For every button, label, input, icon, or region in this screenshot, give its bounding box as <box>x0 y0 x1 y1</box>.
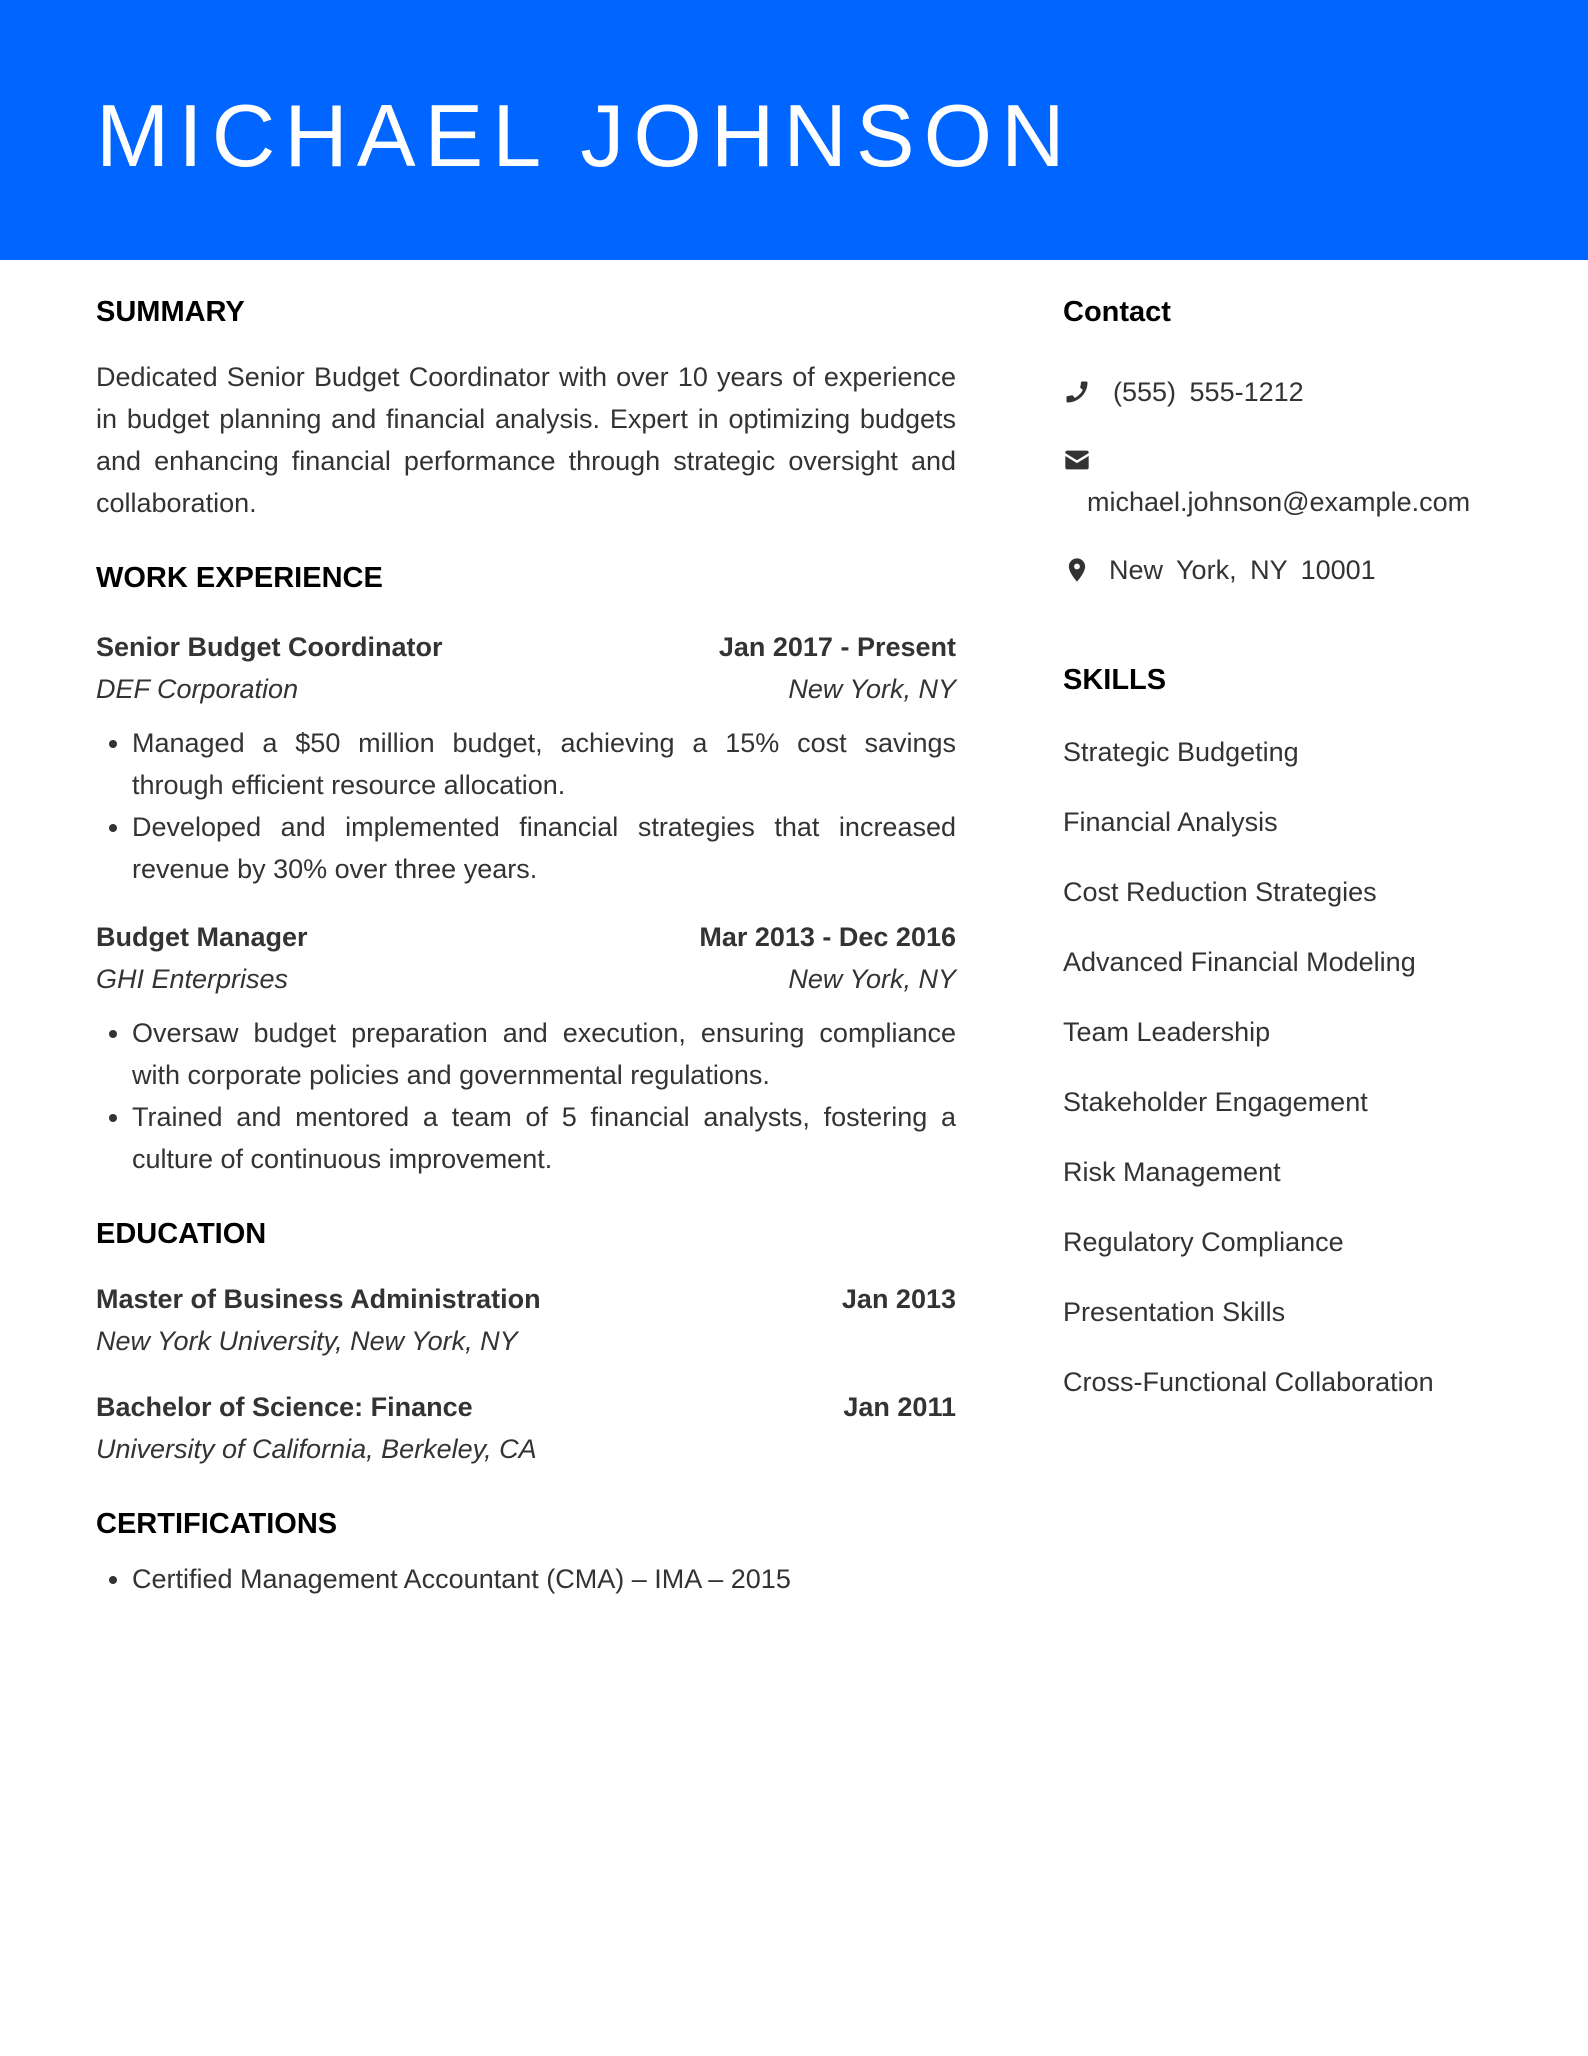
education-degree: Master of Business Administration <box>96 1284 541 1314</box>
skill-item: Strategic Budgeting <box>1063 737 1299 767</box>
skill-item: Financial Analysis <box>1063 807 1278 837</box>
skills-title: SKILLS <box>1063 664 1167 696</box>
education-school: New York University, New York, NY <box>96 1326 518 1356</box>
job-dates: Mar 2013 - Dec 2016 <box>699 922 956 952</box>
skills-list <box>1063 732 1533 1402</box>
contact-location <box>1063 550 1533 590</box>
education-entry <box>96 1278 956 1362</box>
job-bullets <box>96 1012 956 1180</box>
map-pin-icon <box>1063 556 1091 584</box>
job-location: New York, NY <box>788 964 956 994</box>
certification-item: • Certified Management Accountant (CMA) – IMA – 2015 <box>132 1558 956 1600</box>
summary-text: Dedicated Senior Budget Coordinator with over 10 years of experience in budget planning and financial analysis. Expert in optimizing budgets and enhancing financial performance through strategic oversight and collaboration. <box>96 362 956 518</box>
main-column <box>96 290 956 1600</box>
education-entry <box>96 1386 956 1470</box>
work-experience-title: WORK EXPERIENCE <box>96 562 383 594</box>
skill-item: Cost Reduction Strategies <box>1063 877 1377 907</box>
job-role: Senior Budget Coordinator <box>96 632 443 662</box>
education-school: University of California, Berkeley, CA <box>96 1434 537 1464</box>
job-entry <box>96 626 956 890</box>
job-role: Budget Manager <box>96 922 308 952</box>
candidate-name: MICHAEL JOHNSON <box>96 86 1074 185</box>
job-bullet: • Developed and implemented financial strategies that increased revenue by 30% over three years. <box>132 806 956 890</box>
summary-title: SUMMARY <box>96 296 245 328</box>
contact-phone-text: (555) 555-1212 <box>1113 377 1304 407</box>
job-bullet: • Managed a $50 million budget, achieving a 15% cost savings through efficient resource allocation. <box>132 722 956 806</box>
skill-item: Regulatory Compliance <box>1063 1227 1344 1257</box>
job-entry <box>96 916 956 1180</box>
certifications-title: CERTIFICATIONS <box>96 1508 338 1540</box>
education-date: Jan 2013 <box>841 1284 956 1314</box>
job-company: GHI Enterprises <box>96 964 289 994</box>
skill-item: Cross-Functional Collaboration <box>1063 1367 1434 1397</box>
job-dates: Jan 2017 - Present <box>718 632 956 662</box>
skill-item: Team Leadership <box>1063 1017 1271 1047</box>
job-bullet: • Oversaw budget preparation and execution, ensuring compliance with corporate policies and governmental regulations. <box>132 1012 956 1096</box>
job-bullets <box>96 722 956 890</box>
contact-email-text[interactable]: michael.johnson@example.com <box>1087 487 1471 517</box>
contact-location-text: New York, NY 10001 <box>1109 555 1376 585</box>
envelope-icon <box>1063 446 1091 474</box>
job-company: DEF Corporation <box>96 674 299 704</box>
certifications-list <box>96 1558 956 1600</box>
resume-header <box>0 0 1588 260</box>
job-location: New York, NY <box>788 674 956 704</box>
job-bullet: • Trained and mentored a team of 5 financial analysts, fostering a culture of continuous improvement. <box>132 1096 956 1180</box>
skill-item: Advanced Financial Modeling <box>1063 947 1416 977</box>
skill-item: Stakeholder Engagement <box>1063 1087 1368 1117</box>
education-title: EDUCATION <box>96 1218 267 1250</box>
contact-email <box>1063 446 1533 522</box>
skill-item: Risk Management <box>1063 1157 1281 1187</box>
education-degree: Bachelor of Science: Finance <box>96 1392 473 1422</box>
contact-phone <box>1063 372 1533 412</box>
sidebar <box>1063 290 1533 1402</box>
education-date: Jan 2011 <box>843 1392 956 1422</box>
contact-title: Contact <box>1063 296 1171 328</box>
phone-icon <box>1063 378 1091 406</box>
skill-item: Presentation Skills <box>1063 1297 1286 1327</box>
